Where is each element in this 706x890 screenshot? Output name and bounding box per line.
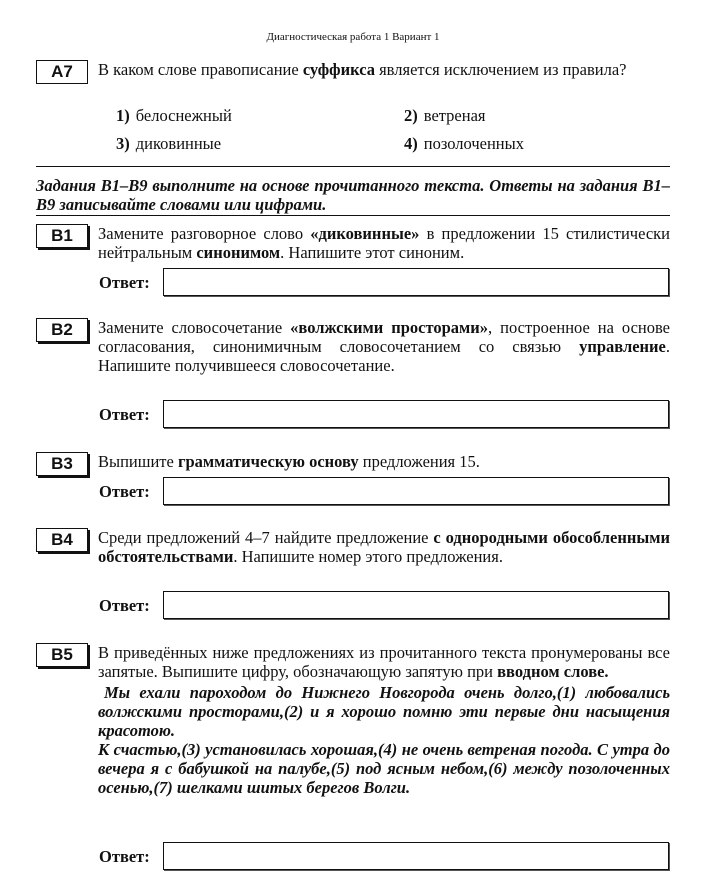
divider <box>36 166 670 167</box>
text-passage-2: К счастью,(3) установилась хорошая,(4) не очень ветреная погода. С утра до вечера я с бабушкой на палубе,(5) под ясным небом,(6) между позолоченных осенью,(7) шелками шитых берегов Волги. <box>98 740 670 797</box>
task-b4 <box>36 528 670 566</box>
task-label: B1 <box>36 224 88 248</box>
option-3[interactable]: 3) диковинные <box>116 134 222 153</box>
task-label: B4 <box>36 528 88 552</box>
page-header: Диагностическая работа 1 Вариант 1 <box>266 31 440 43</box>
answer-label: Ответ: <box>99 847 150 866</box>
answer-label: Ответ: <box>99 405 150 424</box>
task-b1 <box>36 224 670 262</box>
divider <box>36 215 670 216</box>
option-1[interactable]: 1) белоснежный <box>116 106 232 125</box>
text-passage-1: Мы ехали пароходом до Нижнего Новгорода очень долго,(1) любовались волжскими просторами,(2) и я хорошо помню эти первые дни насыщения красотою. <box>98 683 670 740</box>
answer-row-b5 <box>99 842 670 870</box>
answer-label: Ответ: <box>99 482 150 501</box>
answer-input[interactable] <box>163 477 669 505</box>
task-label: B2 <box>36 318 88 342</box>
option-4[interactable]: 4) позолоченных <box>404 134 524 153</box>
question-text: Выпишите грамматическую основу предложения 15. <box>98 452 480 471</box>
instruction-text: Задания В1–В9 выполните на основе прочитанного текста. Ответы на задания В1–В9 записывайте словами или цифрами. <box>36 176 670 214</box>
task-b2 <box>36 318 670 375</box>
question-text: Замените разговорное слово «диковинные» в предложении 15 стилистически нейтральным синонимом. Напишите этот синоним. <box>98 224 671 262</box>
answer-label: Ответ: <box>99 596 150 615</box>
task-label: B5 <box>36 643 88 667</box>
question-text: Замените словосочетание «волжскими просторами», построенное на основе согласования, синонимичным словосочетанием со связью управление. Напишите получившееся словосочетание. <box>98 318 671 375</box>
question-text: В каком слове правописание суффикса является исключением из правила? <box>98 60 627 79</box>
task-a7 <box>36 60 670 153</box>
answer-row-b2 <box>99 400 670 428</box>
answer-input[interactable] <box>163 268 669 296</box>
question-text: В приведённых ниже предложениях из прочитанного текста пронумерованы все запятые. Выпишите цифру, обозначающую запятую при вводном слове. <box>98 643 670 681</box>
task-b3 <box>36 452 670 471</box>
answer-input[interactable] <box>163 400 669 428</box>
answer-row-b4 <box>99 591 670 619</box>
task-b5 <box>36 643 670 797</box>
question-text: Среди предложений 4–7 найдите предложение с однородными обособленными обстоятельствами. Напишите номер этого предложения. <box>98 528 670 566</box>
answer-input[interactable] <box>163 591 669 619</box>
option-2[interactable]: 2) ветреная <box>404 106 486 125</box>
answer-row-b1 <box>99 268 670 296</box>
answer-input[interactable] <box>163 842 669 870</box>
task-label: B3 <box>36 452 88 476</box>
answer-row-b3 <box>99 477 670 505</box>
answer-label: Ответ: <box>99 273 150 292</box>
task-label: A7 <box>36 60 88 84</box>
